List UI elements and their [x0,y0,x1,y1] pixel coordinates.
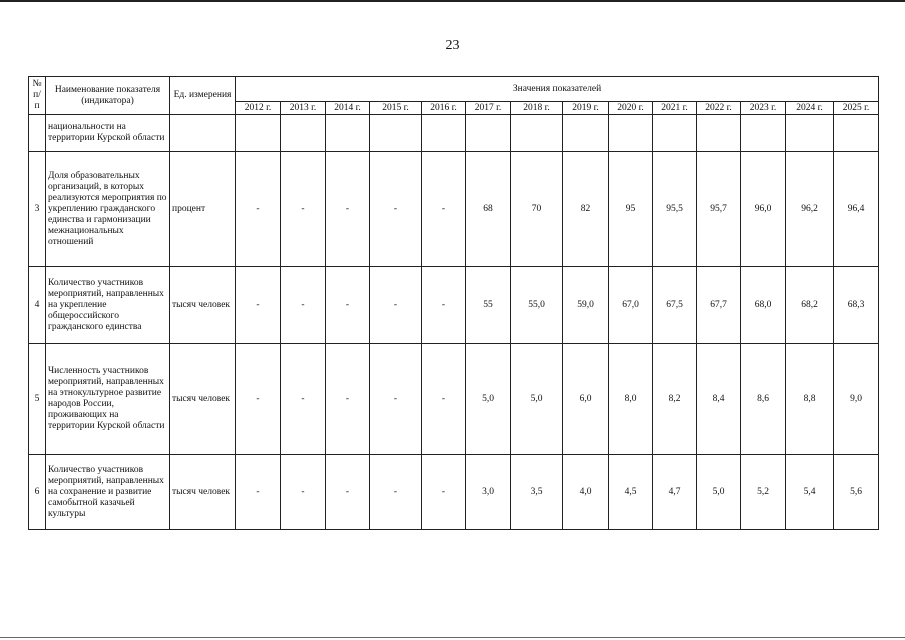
indicator-value: 5,0 [466,344,511,455]
table-row [29,115,879,152]
indicator-value: 96,2 [786,152,834,267]
indicator-value: - [236,152,281,267]
indicator-value: - [422,267,466,344]
indicator-value: 5,0 [697,455,741,530]
row-number: 6 [29,455,46,530]
indicator-value [834,115,879,152]
table-body [29,115,879,530]
indicator-value: 68,2 [786,267,834,344]
indicator-value: 95,5 [653,152,697,267]
table-header-row [29,77,879,102]
indicator-value: - [422,455,466,530]
header-year: 2025 г. [834,102,879,115]
indicator-value: 9,0 [834,344,879,455]
indicator-value: 82 [563,152,609,267]
indicator-value: 6,0 [563,344,609,455]
indicator-value: 5,6 [834,455,879,530]
header-year: 2021 г. [653,102,697,115]
indicator-value: - [326,152,370,267]
indicator-value: 8,8 [786,344,834,455]
indicator-value: - [370,344,422,455]
indicator-value: 68,0 [741,267,786,344]
indicator-value [741,115,786,152]
indicator-value: 5,2 [741,455,786,530]
indicator-value: - [281,267,326,344]
indicator-value [281,115,326,152]
indicator-value [563,115,609,152]
indicator-value: 67,5 [653,267,697,344]
row-number: 3 [29,152,46,267]
indicator-name: Количество участников мероприятий, направленных на укрепление общероссийского гражданского единства [46,267,170,344]
page-top-border [0,0,905,2]
indicator-value: - [370,455,422,530]
indicator-value [466,115,511,152]
header-unit: Ед. измерения [170,77,236,115]
header-year: 2016 г. [422,102,466,115]
header-year: 2014 г. [326,102,370,115]
indicator-value: 59,0 [563,267,609,344]
indicator-value [422,115,466,152]
indicator-name: Доля образовательных организаций, в которых реализуются мероприятия по укреплению гражданского единства и гармонизации межнациональных отношений [46,152,170,267]
header-year: 2013 г. [281,102,326,115]
indicators-table [28,76,879,530]
indicator-value: 95 [609,152,653,267]
indicator-value: 95,7 [697,152,741,267]
header-year: 2020 г. [609,102,653,115]
indicator-value: 96,0 [741,152,786,267]
indicator-value: 4,5 [609,455,653,530]
indicator-value: - [236,267,281,344]
indicator-value: 70 [511,152,563,267]
header-year: 2024 г. [786,102,834,115]
indicator-value: 4,7 [653,455,697,530]
indicator-value: 5,4 [786,455,834,530]
indicator-value [786,115,834,152]
page-number: 23 [445,38,460,53]
indicator-value [326,115,370,152]
header-year: 2017 г. [466,102,511,115]
header-name: Наименование показателя (индикатора) [46,77,170,115]
indicator-value: - [281,455,326,530]
indicator-value: 68,3 [834,267,879,344]
indicator-value: 67,0 [609,267,653,344]
indicator-value [236,115,281,152]
indicator-value: - [236,344,281,455]
indicator-value: - [281,344,326,455]
indicator-value: 68 [466,152,511,267]
indicator-value [370,115,422,152]
indicator-value: - [281,152,326,267]
indicator-value: 4,0 [563,455,609,530]
indicator-unit: тысяч человек [170,455,236,530]
indicator-value [697,115,741,152]
indicator-value [609,115,653,152]
indicator-value: - [236,455,281,530]
indicator-value: 3,0 [466,455,511,530]
indicator-value: - [326,455,370,530]
indicator-value: - [326,267,370,344]
indicator-value: 3,5 [511,455,563,530]
indicator-value [511,115,563,152]
indicator-value: 8,0 [609,344,653,455]
indicator-value: - [326,344,370,455]
table-row [29,267,879,344]
indicator-value [653,115,697,152]
header-year: 2012 г. [236,102,281,115]
indicator-name: национальности на территории Курской области [46,115,170,152]
indicator-value: 5,0 [511,344,563,455]
table-row [29,152,879,267]
header-num: № п/п [29,77,46,115]
header-year: 2022 г. [697,102,741,115]
indicator-value: - [422,344,466,455]
indicator-value: 8,4 [697,344,741,455]
indicator-unit: тысяч человек [170,344,236,455]
indicator-value: 96,4 [834,152,879,267]
indicator-value: - [370,152,422,267]
indicator-value: 8,2 [653,344,697,455]
row-number [29,115,46,152]
table-row [29,455,879,530]
indicator-value: 55 [466,267,511,344]
indicator-value: - [422,152,466,267]
header-year: 2018 г. [511,102,563,115]
indicator-unit [170,115,236,152]
indicator-name: Количество участников мероприятий, направленных на сохранение и развитие самобытной казачьей культуры [46,455,170,530]
indicator-value: 55,0 [511,267,563,344]
header-values: Значения показателей [236,77,879,102]
row-number: 4 [29,267,46,344]
page-bottom-border [0,637,905,638]
indicator-unit: процент [170,152,236,267]
indicator-value: 67,7 [697,267,741,344]
header-year: 2019 г. [563,102,609,115]
indicator-name: Численность участников мероприятий, направленных на этнокультурное развитие народов России, проживающих на территории Курской области [46,344,170,455]
header-year: 2023 г. [741,102,786,115]
indicator-unit: тысяч человек [170,267,236,344]
row-number: 5 [29,344,46,455]
indicator-value: 8,6 [741,344,786,455]
table-row [29,344,879,455]
indicator-value: - [370,267,422,344]
header-year: 2015 г. [370,102,422,115]
